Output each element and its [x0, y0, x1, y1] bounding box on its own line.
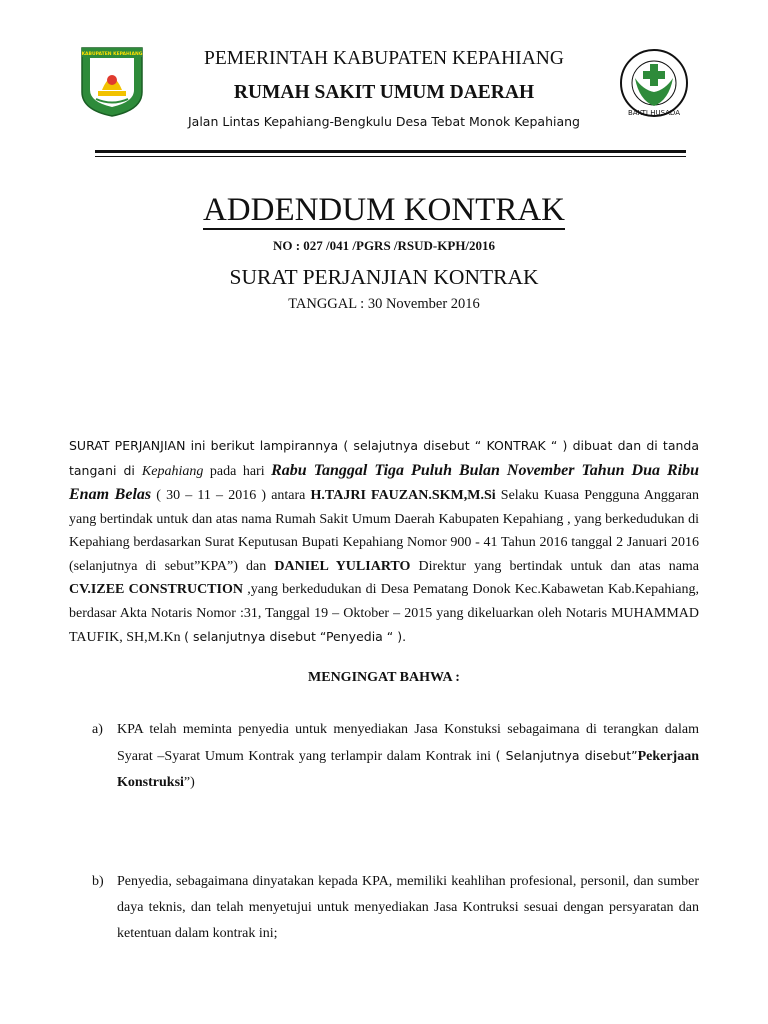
government-name: PEMERINTAH KABUPATEN KEPAHIANG: [204, 48, 564, 69]
document-subtitle: SURAT PERJANJIAN KONTRAK: [229, 265, 539, 289]
para-text-5: Direktur yang bertindak untuk dan atas nama: [410, 558, 700, 574]
date-line: TANGGAL : 30 November 2016: [288, 296, 480, 312]
mengingat-heading: MENGINGAT BAHWA :: [308, 670, 460, 685]
document-title-text: ADDENDUM KONTRAK: [202, 192, 566, 228]
item-a-text-3: ”): [183, 775, 195, 790]
para-text-4: Selaku Kuasa Pengguna Anggaran yang bertindak untuk dan atas nama Rumah Sakit Umum Daerah Kabupaten Kepahiang , yang berkedudukan di Kepahiang berdasarkan Surat Keputusan Bupati Kepahiang Nomor 900 - 41 Tahun 2016 tanggal 2 Januari 2016 (selanjutnya di sebut”KPA”) dan: [69, 488, 700, 574]
list-item-text: [117, 717, 699, 796]
para-company: CV.IZEE CONSTRUCTION: [69, 582, 243, 597]
para-text-6: ,yang berkedudukan di Desa Pematang Donok Kec.Kabawetan Kab.Kepahiang, berdasar Akta Notaris Nomor :31, Tanggal 19 – Oktober – 2015 yang dikeluarkan oleh Notaris MUHAMMAD TAUFIK, SH,M.Kn: [69, 582, 699, 645]
list-item-label: a): [92, 722, 103, 737]
para-day: Rabu Tanggal Tiga Puluh Bulan November Tahun Dua Ribu Enam Belas: [69, 461, 700, 503]
list-item: [69, 717, 699, 796]
header-divider-thick: [95, 150, 686, 153]
header-divider-thin: [95, 156, 686, 157]
logo-left-text: KABUPATEN KEPAHIANG: [81, 52, 143, 57]
para-party-2: DANIEL YULIARTO: [274, 558, 411, 574]
list-item: [69, 869, 699, 947]
item-a-text-1: KPA telah meminta penyedia untuk menyediakan Jasa Konstuksi sebagaimana di terangkan dalam Syarat –Syarat Umum Kontrak yang terlampir dalam Kontrak ini: [117, 722, 699, 764]
address-line: Jalan Lintas Kepahiang-Bengkulu Desa Tebat Monok Kepahiang: [187, 114, 580, 129]
para-text-1: SURAT PERJANJIAN ini berikut lampirannya ( selajutnya disebut “ KONTRAK “ ) dibuat dan di tanda tangani di: [69, 438, 699, 478]
para-place: Kepahiang: [141, 463, 204, 479]
list-item-label: b): [92, 874, 104, 889]
document-number: NO : 027 /041 /PGRS /RSUD-KPH/2016: [272, 238, 496, 253]
logo-right-text: BAKTI HUSADA: [627, 109, 681, 117]
para-text-7: ( selanjutnya disebut “Penyedia “ ).: [184, 629, 407, 644]
list-item-text: Penyedia, sebagaimana dinyatakan kepada KPA, memiliki keahlihan profesional, personil, dan sumber daya teknis, dan telah menyetujui untuk menyediakan Jasa Kontruksi sesuai dengan persyaratan dan ketentuan dalam kontrak ini;: [117, 874, 699, 941]
hospital-name: RUMAH SAKIT UMUM DAERAH: [233, 82, 535, 103]
document-title: [0, 192, 768, 229]
agreement-paragraph: [69, 434, 699, 650]
para-text-2: pada hari: [203, 463, 272, 479]
para-text-3: ( 30 – 11 – 2016 ) antara: [151, 488, 311, 503]
para-party-1: H.TAJRI FAUZAN.SKM,M.Si: [310, 488, 496, 503]
item-a-text-2: ( Selanjutnya disebut”: [495, 748, 638, 763]
item-a-bold: Pekerjaan Konstruksi: [117, 749, 700, 790]
